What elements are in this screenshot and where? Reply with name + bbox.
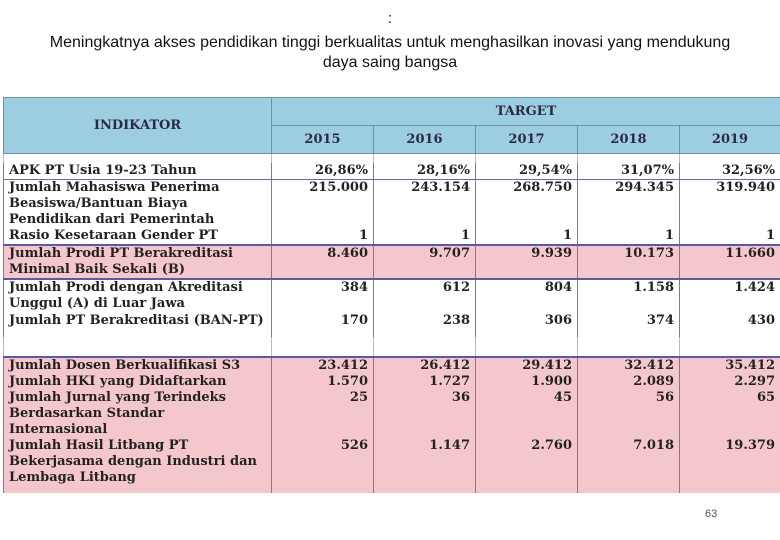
row-indicator: Jumlah Hasil Litbang PT Bekerjasama dengan Industri dan Lembaga Litbang [4,438,272,494]
header-year-2019: 2019 [680,126,780,154]
table-row [4,163,780,180]
row-value: 29,54% [476,163,578,180]
header-indicator: INDIKATOR [4,98,272,154]
table-row [4,245,780,279]
table-row [4,374,780,390]
row-value: 36 [374,390,476,438]
row-indicator: Jumlah Prodi dengan Akreditasi Unggul (A) di Luar Jawa [4,279,272,313]
slide-title: Meningkatnya akses pendidikan tinggi berkualitas untuk menghasilkan inovasi yang mendukung daya saing bangsa [49,34,731,71]
row-value: 384 [272,279,374,313]
row-indicator: Jumlah HKI yang Didaftarkan [4,374,272,390]
row-value: 28,16% [374,163,476,180]
row-value: 1.424 [680,279,780,313]
indicator-table-container [3,97,780,493]
row-value: 45 [476,390,578,438]
row-value: 1 [476,228,578,245]
row-indicator: Jumlah PT Berakreditasi (BAN-PT) [4,313,272,337]
row-value: 32.412 [578,357,680,374]
row-value: 26.412 [374,357,476,374]
row-value: 1.570 [272,374,374,390]
row-value: 238 [374,313,476,337]
row-indicator: Rasio Kesetaraan Gender PT [4,228,272,245]
slide-title-colon: : [387,10,393,27]
row-value: 1 [680,228,780,245]
row-value: 215.000 [272,179,374,228]
row-indicator: Jumlah Mahasiswa Penerima Beasiswa/Bantuan Biaya Pendidikan dari Pemerintah [4,179,272,228]
table-row [4,228,780,245]
row-value: 19.379 [680,438,780,494]
row-value: 294.345 [578,179,680,228]
row-value: 430 [680,313,780,337]
row-value: 32,56% [680,163,780,180]
row-value: 1 [374,228,476,245]
row-indicator: APK PT Usia 19-23 Tahun [4,163,272,180]
row-value: 25 [272,390,374,438]
row-indicator: Jumlah Prodi PT Berakreditasi Minimal Baik Sekali (B) [4,245,272,279]
row-value: 8.460 [272,245,374,279]
row-value: 10.173 [578,245,680,279]
row-value: 1 [578,228,680,245]
row-value: 26,86% [272,163,374,180]
header-year-2015: 2015 [272,126,374,154]
row-value: 2.760 [476,438,578,494]
row-value: 1.900 [476,374,578,390]
row-value: 56 [578,390,680,438]
row-value: 23.412 [272,357,374,374]
row-indicator: Jumlah Dosen Berkualifikasi S3 [4,357,272,374]
row-value: 29.412 [476,357,578,374]
row-value: 31,07% [578,163,680,180]
table-row [4,357,780,374]
row-value: 306 [476,313,578,337]
row-value: 243.154 [374,179,476,228]
row-value: 612 [374,279,476,313]
table-row [4,438,780,494]
row-value: 2.297 [680,374,780,390]
row-value: 804 [476,279,578,313]
row-value: 1 [272,228,374,245]
row-indicator: Jumlah Jurnal yang Terindeks Berdasarkan Standar Internasional [4,390,272,438]
table-row [4,390,780,438]
header-year-2017: 2017 [476,126,578,154]
row-value: 170 [272,313,374,337]
table-row [4,313,780,337]
row-value: 7.018 [578,438,680,494]
row-value: 1.158 [578,279,680,313]
row-value: 319.940 [680,179,780,228]
table-row [4,279,780,313]
row-value: 65 [680,390,780,438]
row-value: 1.147 [374,438,476,494]
row-value: 9.939 [476,245,578,279]
header-year-2018: 2018 [578,126,680,154]
indicator-target-table [3,97,780,493]
row-value: 11.660 [680,245,780,279]
page-number: 63 [705,508,718,520]
row-value: 35.412 [680,357,780,374]
table-row [4,179,780,228]
row-value: 374 [578,313,680,337]
row-value: 1.727 [374,374,476,390]
header-target: TARGET [272,98,780,126]
row-value: 526 [272,438,374,494]
row-value: 2.089 [578,374,680,390]
row-value: 9.707 [374,245,476,279]
row-value: 268.750 [476,179,578,228]
header-year-2016: 2016 [374,126,476,154]
